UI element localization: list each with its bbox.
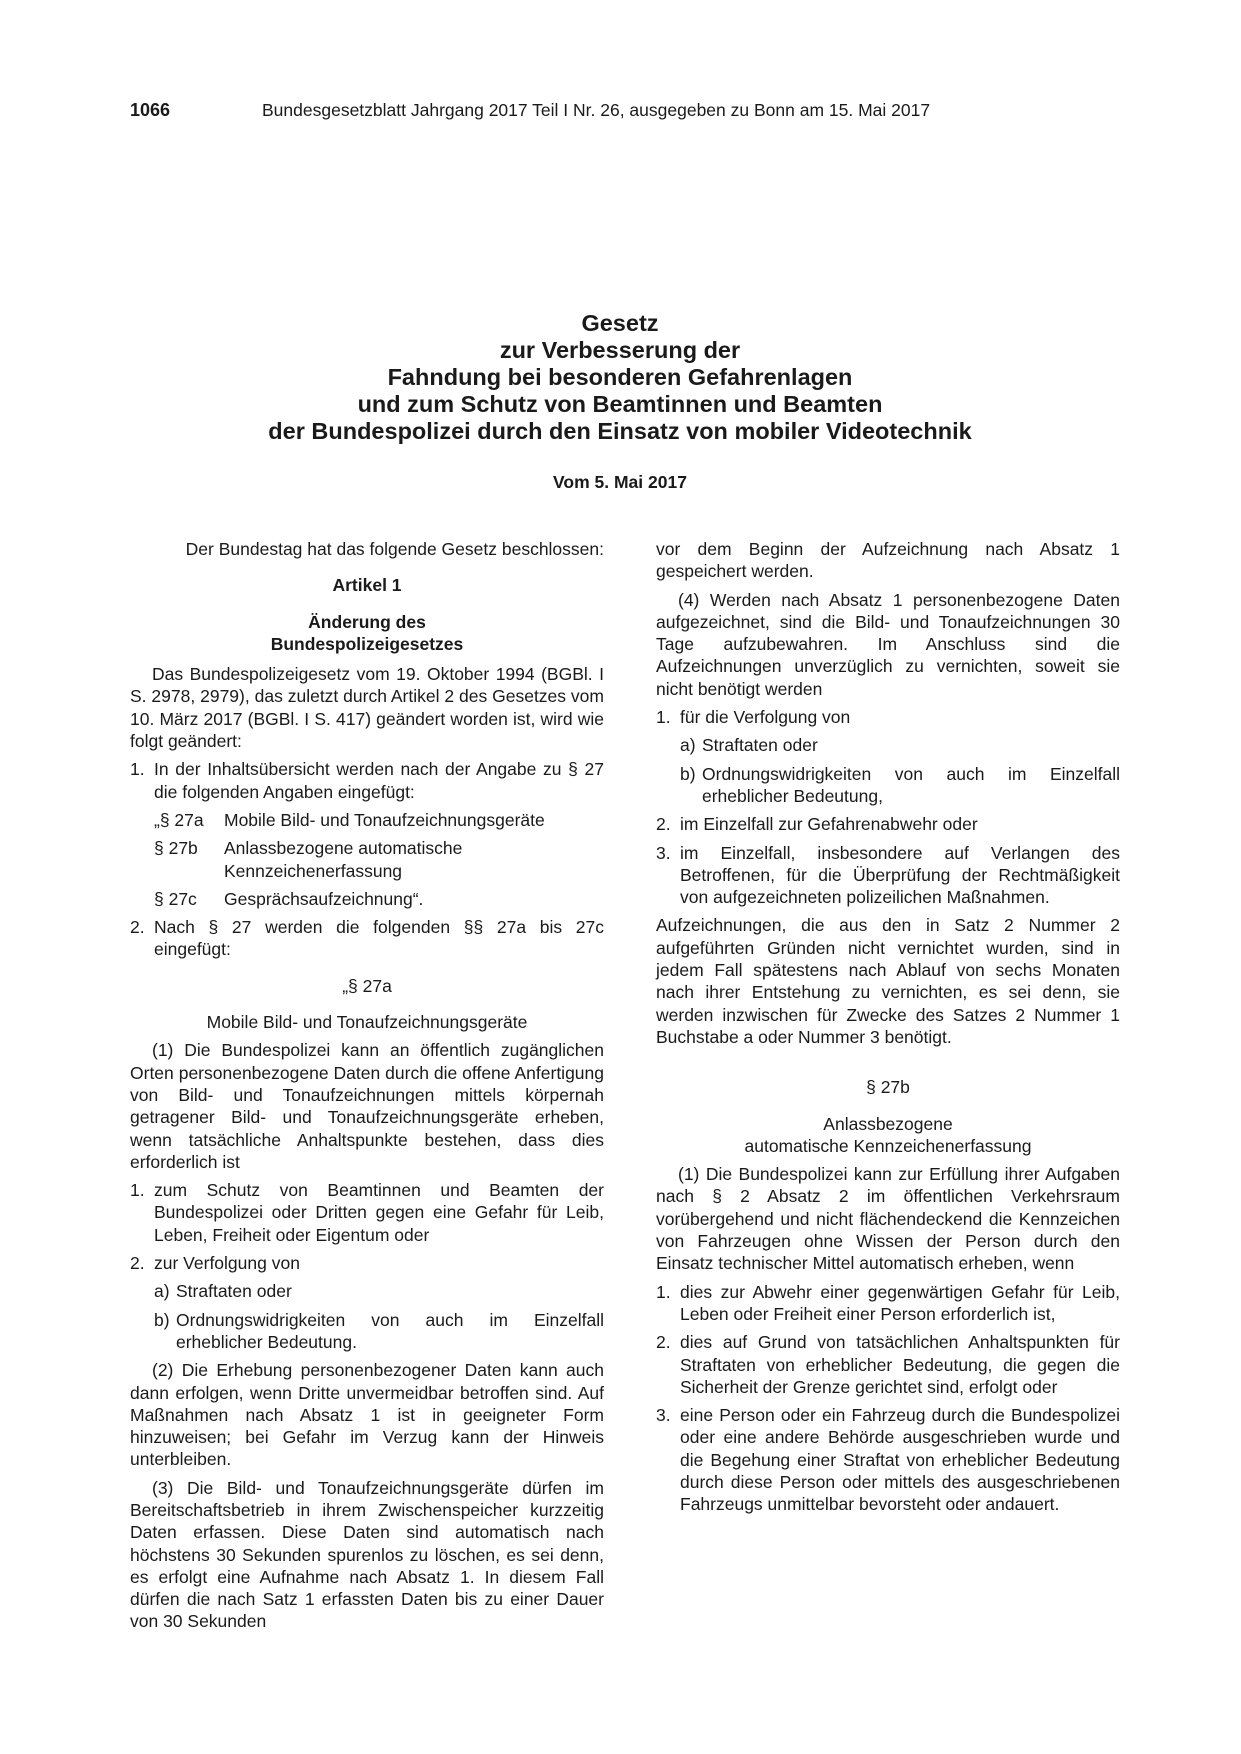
section-heading: „§ 27a [342, 975, 392, 996]
artikel-heading: Artikel 1 [332, 575, 402, 596]
paragraph: (3) Die Bild- und Tonaufzeichnungsgeräte dürfen im Bereitschaftsbetrieb in ihrem Zwischenspeicher kurzzeitig Daten erfassen. Diese Daten sind automatisch nach höchstens 30 Sekunden spurenlos zu löschen, es sei denn, es erfolgt eine Aufnahme nach Absatz 1. In diesem Fall dürfen die nach Satz 1 erfassten Daten bis zu einer Dauer von 30 Sekunden [130, 1477, 604, 1632]
item-text: Nach § 27 werden die folgenden §§ 27a bis 27c eingefügt: [154, 917, 604, 960]
artikel-title: Bundespolizeigesetzes [270, 633, 464, 654]
page-number: 1066 [130, 100, 171, 120]
paragraph: Das Bundespolizeigesetz vom 19. Oktober 1994 (BGBl. I S. 2978, 2979), das zuletzt durch Artikel 2 des Gesetzes vom 10. März 2017 (BGBl. I S. 417) geändert worden ist, wird wie folgt geändert: [130, 664, 604, 752]
section-title: Anlassbezogene [823, 1113, 953, 1134]
title-line: der Bundespolizei durch den Einsatz von mobiler Videotechnik [268, 418, 972, 444]
toc-entry: „§ 27a Mobile Bild- und Tonaufzeichnungsgeräte [154, 809, 545, 830]
law-date: Vom 5. Mai 2017 [553, 472, 687, 492]
list-item: 1. zum Schutz von Beamtinnen und Beamten der Bundespolizei oder Dritten gegen eine Gefahr für Leib, Leben, Freiheit oder Eigentum oder [130, 1180, 604, 1245]
paragraph: (1) Die Bundespolizei kann zur Erfüllung ihrer Aufgaben nach § 2 Absatz 2 im öffentlichen Verkehrsraum vorübergehend und nicht flächendeckend die Kennzeichen von Fahrzeugen ohne Wissen der Person durch den Einsatz technischer Mittel automatisch erheben, wenn [656, 1164, 1120, 1274]
list-item: 1. für die Verfolgung von [656, 707, 851, 728]
title-line: und zum Schutz von Beamtinnen und Beamten [357, 391, 883, 417]
paragraph: (4) Werden nach Absatz 1 personenbezogene Daten aufgezeichnet, sind die Bild- und Tonaufzeichnungen 30 Tage aufzubewahren. Im Anschluss sind die Aufzeichnungen unverzüglich zu vernichten, soweit sie nicht benötigt werden [656, 589, 1120, 699]
artikel-title: Änderung des [308, 611, 426, 632]
item-number: 1. [130, 759, 145, 780]
left-column [130, 538, 604, 1639]
list-subitem: b) Ordnungswidrigkeiten von auch im Einzelfall erheblicher Bedeutung, [680, 763, 1120, 806]
list-subitem: a) Straftaten oder [154, 1281, 292, 1302]
paragraph: vor dem Beginn der Aufzeichnung nach Absatz 1 gespeichert werden. [656, 539, 1120, 582]
title-line: zur Verbesserung der [499, 337, 741, 363]
item-number: 2. [130, 917, 145, 938]
paragraph: (2) Die Erhebung personenbezogener Daten kann auch dann erfolgen, wenn Dritte unvermeidbar betroffen sind. Auf Maßnahmen nach Absatz 1 ist in geeigneter Form hinzuweisen; bei Gefahr im Verzug kann der Hinweis unterbleiben. [130, 1360, 604, 1470]
section-title: automatische Kennzeichenerfassung [744, 1135, 1032, 1156]
list-item: 3. im Einzelfall, insbesondere auf Verlangen des Betroffenen, für die Überprüfung der Rechtmäßigkeit von aufgezeichneten polizeilichen Maßnahmen. [656, 842, 1120, 908]
list-item [130, 758, 604, 803]
law-title [130, 310, 1110, 493]
list-item [130, 916, 604, 961]
title-line: Gesetz [581, 310, 659, 336]
section-title: Mobile Bild- und Tonaufzeichnungsgeräte [206, 1012, 528, 1033]
list-item: 3. eine Person oder ein Fahrzeug durch die Bundespolizei oder eine andere Behörde ausgeschrieben wurde und die Begehung einer Straftat von erheblicher Bedeutung durch diese Person oder mittels des ausgeschriebenen Fahrzeugs unmittelbar bevorsteht oder andauert. [656, 1405, 1120, 1515]
list-item: 2. im Einzelfall zur Gefahrenabwehr oder [656, 814, 978, 835]
toc-entry: § 27b Anlassbezogene automatische Kennzeichenerfassung [154, 838, 463, 881]
paragraph: (1) Die Bundespolizei kann an öffentlich zugänglichen Orten personenbezogene Daten durch die offene Anfertigung von Bild- und Tonaufzeichnungen mittels körpernah getragener Bild- und Tonaufzeichnungsgeräte erheben, wenn tatsächliche Anhaltspunkte bestehen, dass dies erforderlich ist [130, 1040, 604, 1172]
toc-entry: § 27c Gesprächsaufzeichnung“. [154, 888, 424, 909]
intro-text: Der Bundestag hat das folgende Gesetz beschlossen: [185, 539, 604, 559]
list-item: 1. dies zur Abwehr einer gegenwärtigen Gefahr für Leib, Leben oder Freiheit einer Person erforderlich ist, [656, 1281, 1120, 1324]
title-line: Fahndung bei besonderen Gefahrenlagen [387, 364, 853, 390]
list-item: 2. dies auf Grund von tatsächlichen Anhaltspunkten für Straftaten von erheblicher Bedeutung, die gegen die Sicherheit der Grenze gerichtet sind, erfolgt oder [656, 1332, 1120, 1397]
list-item: 2. zur Verfolgung von [130, 1253, 300, 1274]
paragraph: Aufzeichnungen, die aus den in Satz 2 Nummer 2 aufgeführten Gründen nicht vernichtet wurden, sind in jedem Fall spätestens nach Ablauf von sechs Monaten nach ihrer Entstehung zu vernichten, es sei denn, sie werden inzwischen für Zwecke des Satzes 2 Nummer 1 Buchstabe a oder Nummer 3 benötigt. [656, 915, 1120, 1047]
publication-line: Bundesgesetzblatt Jahrgang 2017 Teil I Nr. 26, ausgegeben zu Bonn am 15. Mai 2017 [262, 100, 931, 120]
right-column [656, 538, 1120, 1522]
section-heading: § 27b [866, 1077, 910, 1098]
list-subitem: a) Straftaten oder [680, 735, 818, 756]
list-subitem: b) Ordnungswidrigkeiten von auch im Einzelfall erheblicher Bedeutung. [154, 1309, 604, 1352]
item-text: In der Inhaltsübersicht werden nach der Angabe zu § 27 die folgenden Angaben eingefügt: [154, 759, 604, 802]
